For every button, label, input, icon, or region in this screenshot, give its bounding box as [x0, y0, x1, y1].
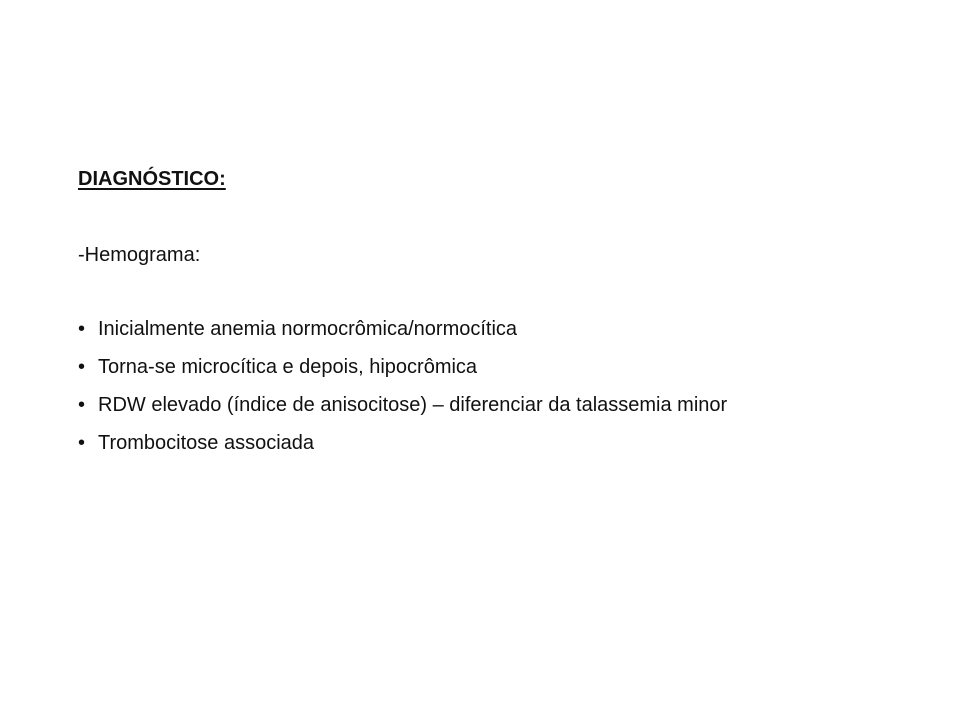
list-item — [78, 354, 918, 380]
bullet-icon: • — [78, 356, 86, 378]
bullet-text: Inicialmente anemia normocrômica/normocítica — [98, 318, 518, 340]
slide-content — [78, 166, 918, 468]
bullet-icon: • — [78, 394, 86, 416]
list-item — [78, 430, 918, 456]
slide-heading: DIAGNÓSTICO: — [78, 168, 226, 190]
bullet-list — [78, 316, 918, 456]
subheading-hemograma: -Hemograma: — [78, 244, 201, 266]
bullet-icon: • — [78, 432, 86, 454]
bullet-text: Trombocitose associada — [98, 432, 315, 454]
list-item — [78, 316, 918, 342]
bullet-text: Torna-se microcítica e depois, hipocrômica — [98, 356, 478, 378]
list-item — [78, 392, 918, 418]
bullet-icon: • — [78, 318, 86, 340]
bullet-text: RDW elevado (índice de anisocitose) – diferenciar da talassemia minor — [98, 394, 728, 416]
